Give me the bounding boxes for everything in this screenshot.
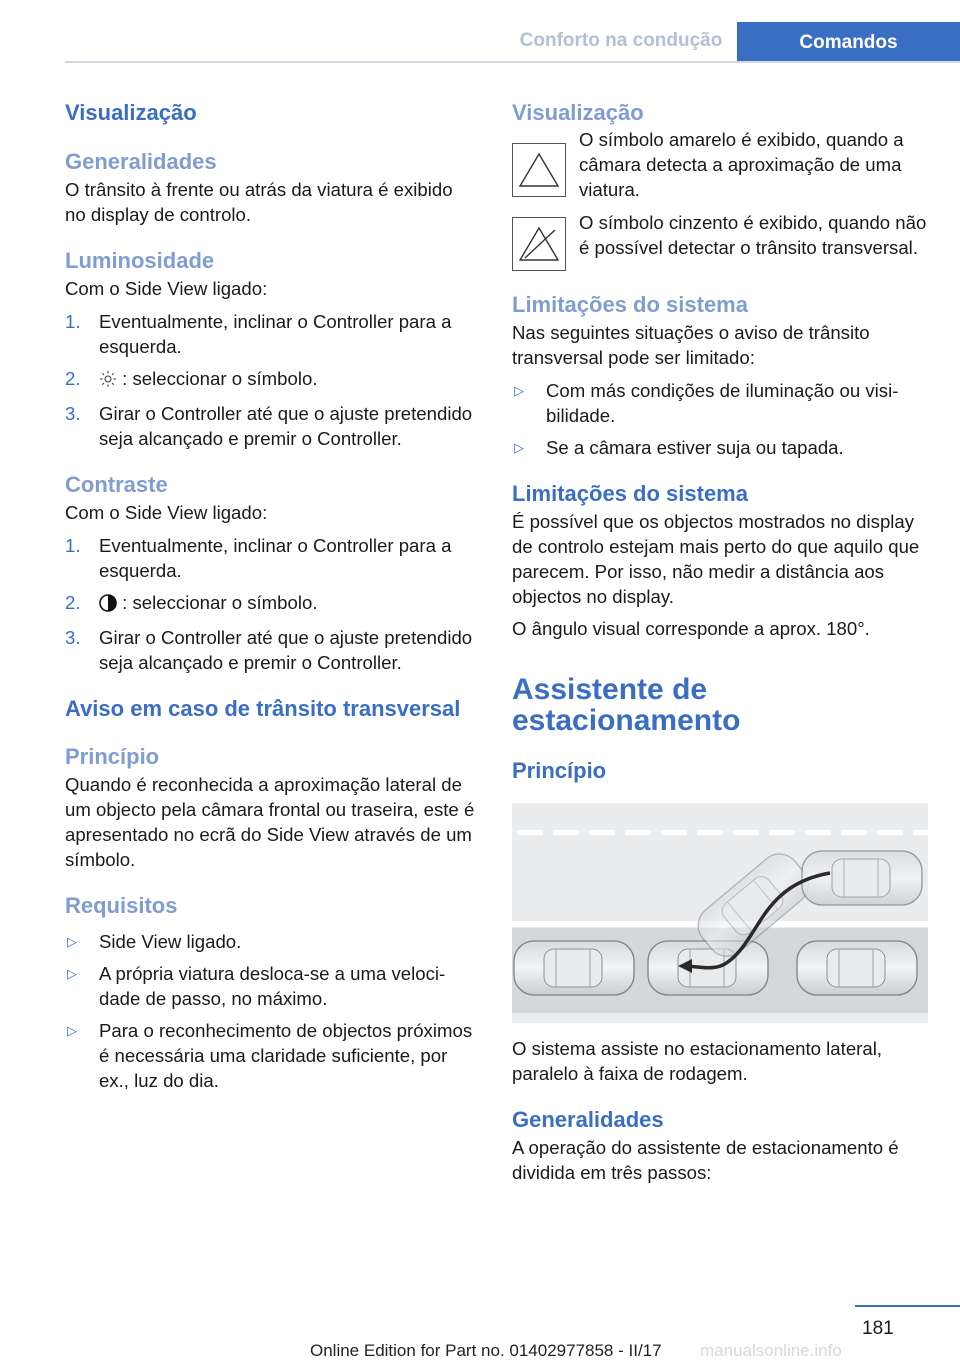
- list-requisitos: [65, 929, 477, 1093]
- heading-visualizacao-right: Visualização: [512, 100, 644, 125]
- header-section-title: Conforto na condução: [519, 30, 723, 51]
- bullet-text: Para o reconhecimento de objectos próximos é necessária uma claridade suficiente, por ex., luz do dia.: [99, 1020, 473, 1091]
- step-text: Eventualmente, inclinar o Controller para a esquerda.: [99, 311, 452, 357]
- bullet-text: Side View ligado.: [99, 931, 242, 952]
- warning-triangle-crossed-icon: [512, 217, 566, 271]
- footer-rule: [855, 1305, 960, 1307]
- contrast-icon: [99, 593, 117, 618]
- heading-limitacoes-1: Limitações do sistema: [512, 292, 748, 317]
- parking-illustration: [512, 803, 928, 1023]
- list-item: [65, 625, 477, 675]
- list-item: [65, 533, 477, 583]
- list-item: [65, 401, 477, 451]
- list-luminosidade: [65, 309, 477, 451]
- list-item: [65, 309, 477, 359]
- heading-contraste: Contraste: [65, 472, 168, 497]
- bullet-text: Com más condições de iluminação ou visibilidade.: [546, 380, 899, 426]
- paragraph-generalidades: O trânsito à frente ou atrás da viatura é exibido no display de controlo.: [65, 179, 453, 225]
- list-item: [512, 435, 928, 460]
- bullet-text: A própria viatura desloca-se a uma velocidade de passo, no máximo.: [99, 963, 446, 1009]
- step-number: 2.: [65, 592, 81, 613]
- symbol-row-yellow: [512, 129, 928, 202]
- bullet-triangle-icon: ▷: [514, 383, 524, 398]
- step-number: 1.: [65, 311, 81, 332]
- step-text: Girar o Controller até que o ajuste pretendido seja alcançado e premir o Controller.: [99, 627, 473, 673]
- bullet-triangle-icon: ▷: [67, 934, 77, 949]
- watermark: manualsonline.info: [700, 1341, 842, 1360]
- list-item: [65, 929, 477, 954]
- list-item: [512, 378, 928, 428]
- list-item: [65, 590, 477, 618]
- heading-principio: Princípio: [65, 744, 160, 769]
- symbol-yellow-text: O símbolo amarelo é exibido, quando a câmara detecta a aproximação de uma viatura.: [579, 129, 904, 200]
- illustration-caption: O sistema assiste no estacionamento lateral, paralelo à faixa de rodagem.: [512, 1038, 882, 1084]
- heading-visualizacao: Visualização: [65, 100, 197, 125]
- bullet-text: Se a câmara estiver suja ou tapada.: [546, 437, 844, 458]
- paragraph-contraste-intro: Com o Side View ligado:: [65, 502, 268, 523]
- footer-edition: Online Edition for Part no. 01402977858 - II/17: [310, 1341, 662, 1360]
- paragraph-luminosidade-intro: Com o Side View ligado:: [65, 278, 268, 299]
- step-text: Eventualmente, inclinar o Controller para a esquerda.: [99, 535, 452, 581]
- heading-aviso-transito: Aviso em caso de trânsito transversal: [65, 696, 461, 721]
- bullet-triangle-icon: ▷: [67, 966, 77, 981]
- symbol-grey-text: O símbolo cinzento é exibido, quando não é possível detectar o trânsito transversal.: [579, 212, 927, 258]
- heading-generalidades-right: Generalidades: [512, 1107, 664, 1132]
- paragraph-limitacoes-1: Nas seguintes situações o aviso de trânsito transversal pode ser limitado:: [512, 322, 870, 368]
- right-column: [512, 98, 928, 1185]
- heading-principio-right: Princípio: [512, 758, 607, 783]
- list-item: [65, 366, 477, 394]
- list-item: [65, 961, 477, 1011]
- heading-luminosidade: Luminosidade: [65, 248, 215, 273]
- heading-limitacoes-2: Limitações do sistema: [512, 481, 748, 506]
- step-text: : seleccionar o símbolo.: [117, 592, 318, 613]
- page-number: 181: [862, 1318, 894, 1339]
- left-column: [65, 98, 477, 1093]
- bullet-triangle-icon: ▷: [514, 440, 524, 455]
- step-number: 1.: [65, 535, 81, 556]
- paragraph-angulo: O ângulo visual corresponde a aprox. 180°.: [512, 618, 870, 639]
- header-tab-comandos[interactable]: Comandos: [737, 22, 960, 63]
- step-number: 3.: [65, 403, 81, 424]
- symbol-row-grey: [512, 214, 928, 271]
- step-number: 3.: [65, 627, 81, 648]
- bullet-triangle-icon: ▷: [67, 1023, 77, 1038]
- heading-requisitos: Requisitos: [65, 893, 178, 918]
- step-text: Girar o Controller até que o ajuste pretendido seja alcançado e premir o Controller.: [99, 403, 473, 449]
- heading-assistente: Assistente de estacionamento: [512, 673, 741, 737]
- brightness-icon: [99, 369, 117, 394]
- heading-generalidades: Generalidades: [65, 149, 217, 174]
- step-number: 2.: [65, 368, 81, 389]
- list-contraste: [65, 533, 477, 675]
- list-limitacoes: [512, 378, 928, 460]
- paragraph-generalidades-right: A operação do assistente de estacionamento é dividida em três passos:: [512, 1137, 899, 1183]
- warning-triangle-icon: [512, 143, 566, 197]
- paragraph-principio: Quando é reconhecida a aproximação lateral de um objecto pela câmara frontal ou traseira, este é apresentado no ecrã do Side View através de um símbolo.: [65, 774, 475, 870]
- list-item: [65, 1018, 477, 1093]
- step-text: : seleccionar o símbolo.: [117, 368, 318, 389]
- header-rule: [65, 61, 960, 63]
- paragraph-limitacoes-2: É possível que os objectos mostrados no display de controlo estejam mais perto do que aquilo que parecem. Por isso, não medir a distância aos objectos no display.: [512, 511, 920, 607]
